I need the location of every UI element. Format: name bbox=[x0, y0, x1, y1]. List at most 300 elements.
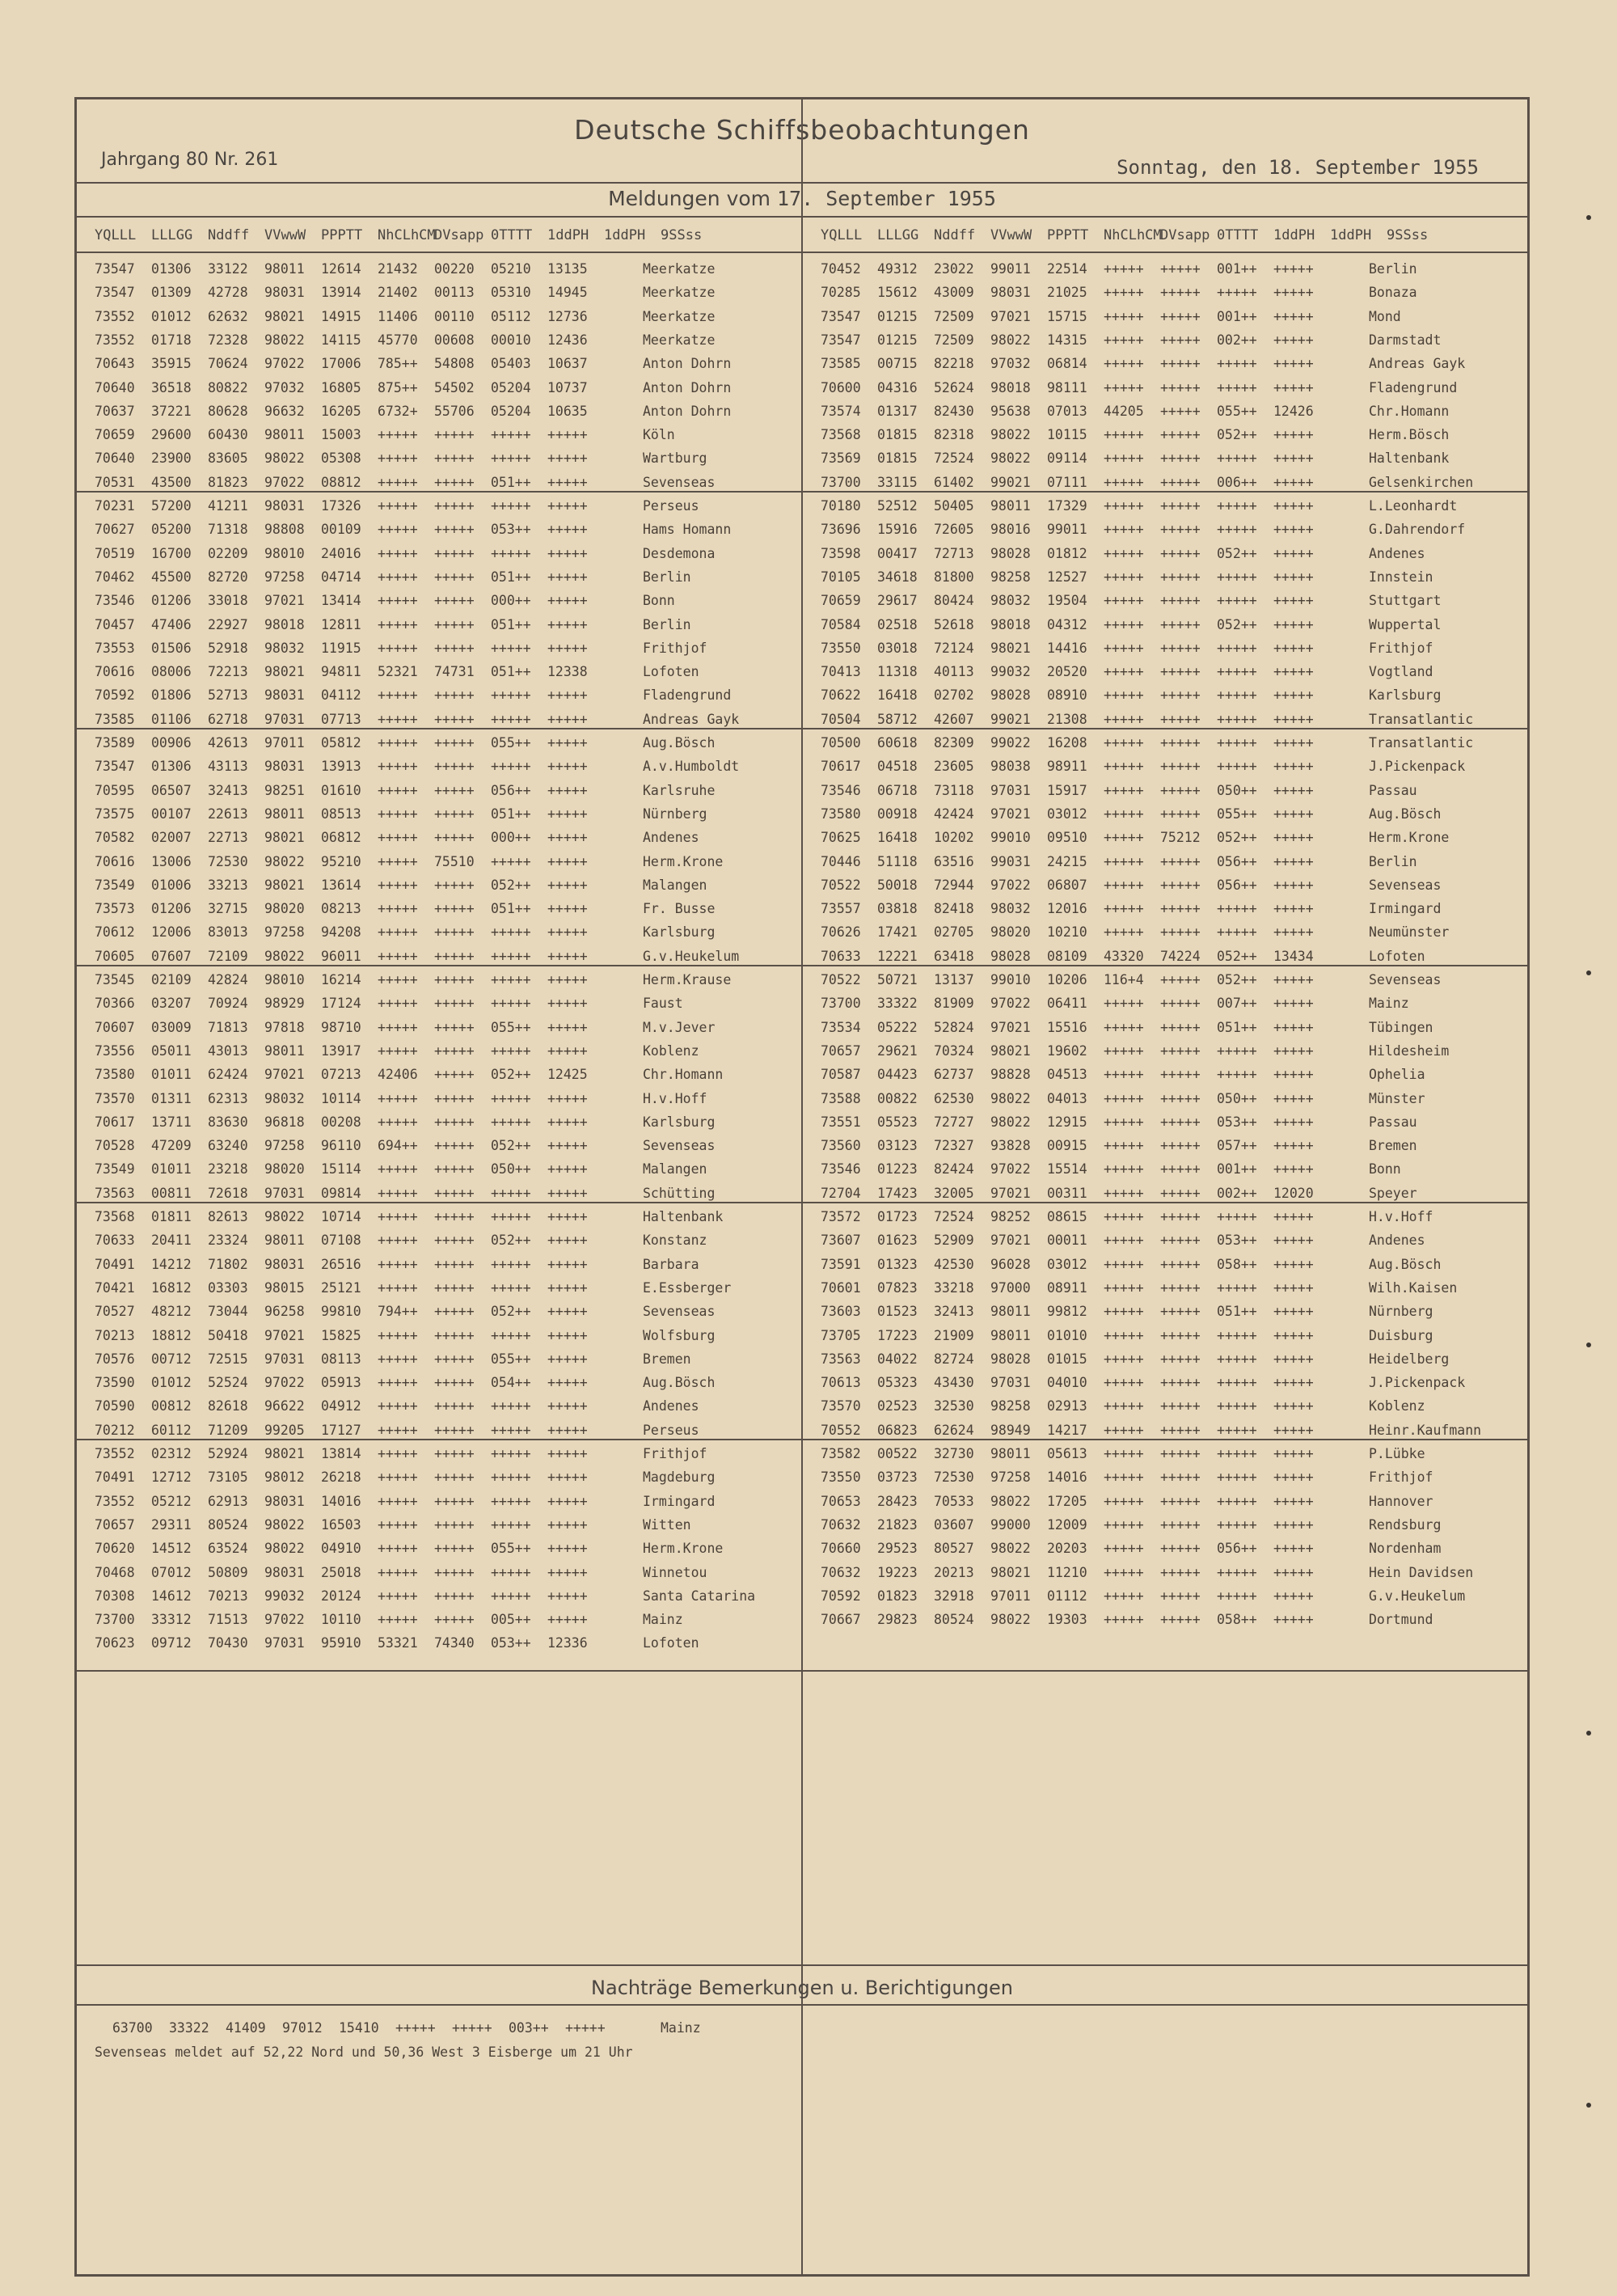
code-cell: 41211 bbox=[208, 498, 248, 514]
code-cell: 052++ bbox=[491, 1233, 531, 1249]
code-cell: 73118 bbox=[934, 782, 974, 798]
code-cell: +++++ bbox=[378, 1516, 418, 1533]
code-cell: 15003 bbox=[321, 427, 361, 443]
code-cell: +++++ bbox=[547, 569, 588, 585]
code-cell: +++++ bbox=[1104, 782, 1144, 798]
code-cell: 98031 bbox=[264, 687, 305, 704]
code-cell: 82418 bbox=[934, 901, 974, 917]
code-cell: 50405 bbox=[934, 498, 974, 514]
code-cell: 00010 bbox=[491, 332, 531, 348]
code-cell: 05403 bbox=[491, 356, 531, 372]
ship-name: Anton Dohrn bbox=[643, 379, 732, 395]
code-cell: 01811 bbox=[151, 1209, 192, 1224]
code-cell: 70633 bbox=[821, 948, 861, 964]
code-cell: 057++ bbox=[1217, 1138, 1257, 1154]
code-cell: 21909 bbox=[934, 1327, 974, 1343]
code-cell: 34618 bbox=[877, 569, 918, 585]
code-cell: +++++ bbox=[434, 996, 475, 1012]
table-row bbox=[803, 1517, 1514, 1538]
code-cell: 73553 bbox=[95, 640, 135, 656]
code-cell: 98022 bbox=[264, 853, 305, 869]
table-row bbox=[77, 498, 788, 519]
code-cell: +++++ bbox=[491, 1422, 531, 1438]
code-cell: 116+4 bbox=[1104, 972, 1144, 987]
code-cell: +++++ bbox=[434, 1067, 475, 1083]
code-cell: 052++ bbox=[491, 877, 531, 893]
code-cell: +++++ bbox=[1104, 1375, 1144, 1391]
code-cell: 08213 bbox=[321, 901, 361, 917]
ship-name: Witten bbox=[643, 1516, 691, 1533]
code-cell: 70582 bbox=[95, 830, 135, 846]
ship-name: Schütting bbox=[643, 1185, 716, 1201]
code-cell: 71318 bbox=[208, 522, 248, 538]
table-row bbox=[803, 1257, 1514, 1278]
code-cell: +++++ bbox=[1160, 427, 1201, 443]
code-cell: +++++ bbox=[1104, 687, 1144, 704]
code-cell: 50721 bbox=[877, 972, 918, 987]
code-cell: 98258 bbox=[990, 1398, 1031, 1414]
code-cell: 70531 bbox=[95, 474, 135, 490]
table-row bbox=[803, 450, 1514, 471]
code-cell: 73585 bbox=[821, 356, 861, 372]
code-cell: 01012 bbox=[151, 1375, 192, 1391]
code-cell: 051++ bbox=[491, 664, 531, 680]
code-cell: +++++ bbox=[378, 735, 418, 751]
ship-name: Bremen bbox=[643, 1351, 691, 1367]
code-cell: +++++ bbox=[1160, 853, 1201, 869]
code-cell: 12436 bbox=[547, 332, 588, 348]
table-row bbox=[803, 1541, 1514, 1562]
table-row bbox=[803, 285, 1514, 306]
code-cell: 09814 bbox=[321, 1185, 361, 1201]
code-cell: +++++ bbox=[1104, 1138, 1144, 1154]
ship-name: Sevenseas bbox=[643, 474, 716, 490]
code-cell: 051++ bbox=[1217, 1304, 1257, 1320]
code-cell: 71802 bbox=[208, 1256, 248, 1272]
code-cell: +++++ bbox=[547, 1327, 588, 1343]
code-cell: +++++ bbox=[1104, 996, 1144, 1012]
code-cell: +++++ bbox=[547, 1279, 588, 1296]
table-row bbox=[77, 1161, 788, 1182]
code-cell: 41409 bbox=[226, 2020, 266, 2036]
code-cell: 17421 bbox=[877, 924, 918, 941]
table-row bbox=[803, 1612, 1514, 1633]
ship-name: Frithjof bbox=[1369, 640, 1433, 656]
code-cell: 62913 bbox=[208, 1493, 248, 1509]
code-cell: +++++ bbox=[491, 1114, 531, 1130]
code-cell: 72944 bbox=[934, 877, 974, 893]
code-cell: 98011 bbox=[264, 427, 305, 443]
code-cell: 70623 bbox=[95, 1635, 135, 1651]
code-cell: +++++ bbox=[434, 1138, 475, 1154]
code-cell: 98808 bbox=[264, 522, 305, 538]
code-cell: +++++ bbox=[1104, 901, 1144, 917]
code-cell: 08911 bbox=[1047, 1279, 1087, 1296]
code-cell: 98021 bbox=[990, 1042, 1031, 1059]
code-cell: +++++ bbox=[378, 1612, 418, 1628]
code-cell: +++++ bbox=[1160, 1185, 1201, 1201]
code-cell: 70533 bbox=[934, 1493, 974, 1509]
ship-name: Andreas Gayk bbox=[1369, 356, 1466, 372]
code-cell: 72524 bbox=[934, 450, 974, 467]
ship-name: Perseus bbox=[643, 498, 699, 514]
code-cell: +++++ bbox=[547, 877, 588, 893]
table-row bbox=[803, 759, 1514, 780]
code-cell: 13135 bbox=[547, 261, 588, 277]
code-cell: +++++ bbox=[1217, 498, 1257, 514]
table-row bbox=[77, 261, 788, 282]
code-cell: 73700 bbox=[821, 474, 861, 490]
code-cell: 04912 bbox=[321, 1398, 361, 1414]
code-cell: +++++ bbox=[1160, 687, 1201, 704]
code-cell: 01015 bbox=[1047, 1351, 1087, 1367]
code-cell: +++++ bbox=[1217, 1209, 1257, 1224]
code-cell: +++++ bbox=[434, 735, 475, 751]
code-cell: 70632 bbox=[821, 1564, 861, 1580]
code-cell: 99011 bbox=[1047, 522, 1087, 538]
code-cell: 000++ bbox=[491, 830, 531, 846]
code-cell: +++++ bbox=[1217, 1446, 1257, 1461]
code-cell: +++++ bbox=[434, 782, 475, 798]
code-cell: 03207 bbox=[151, 996, 192, 1012]
table-row bbox=[803, 830, 1514, 851]
code-cell: +++++ bbox=[1160, 1516, 1201, 1533]
code-cell: 04423 bbox=[877, 1067, 918, 1083]
code-cell: +++++ bbox=[491, 759, 531, 775]
code-cell: 04022 bbox=[877, 1351, 918, 1367]
code-cell: 19504 bbox=[1047, 593, 1087, 609]
table-row bbox=[77, 830, 788, 851]
publication-date: Sonntag, den 18. September 1955 bbox=[1117, 156, 1479, 179]
code-cell: 73589 bbox=[95, 735, 135, 751]
code-cell: 32530 bbox=[934, 1398, 974, 1414]
code-cell: 055++ bbox=[491, 1019, 531, 1035]
table-row bbox=[77, 664, 788, 685]
code-cell: +++++ bbox=[1160, 711, 1201, 727]
code-cell: 70500 bbox=[821, 735, 861, 751]
code-cell: 007++ bbox=[1217, 996, 1257, 1012]
table-row bbox=[77, 806, 788, 827]
code-cell: 73534 bbox=[821, 1019, 861, 1035]
code-cell: 73546 bbox=[821, 1161, 861, 1178]
code-cell: 06507 bbox=[151, 782, 192, 798]
code-cell: 98038 bbox=[990, 759, 1031, 775]
code-cell: 71513 bbox=[208, 1612, 248, 1628]
code-cell: 00113 bbox=[434, 285, 475, 301]
code-cell: 15917 bbox=[1047, 782, 1087, 798]
code-cell: 74340 bbox=[434, 1635, 475, 1651]
table-row bbox=[803, 641, 1514, 662]
code-cell: 20124 bbox=[321, 1588, 361, 1604]
code-cell: 00715 bbox=[877, 356, 918, 372]
code-cell: +++++ bbox=[1104, 711, 1144, 727]
code-cell: 97258 bbox=[264, 569, 305, 585]
code-cell: +++++ bbox=[1273, 759, 1314, 775]
code-cell: +++++ bbox=[434, 498, 475, 514]
code-cell: 99010 bbox=[990, 972, 1031, 987]
code-cell: 97032 bbox=[264, 379, 305, 395]
column-header-left-9: 1ddPH bbox=[604, 227, 646, 243]
code-cell: +++++ bbox=[434, 1422, 475, 1438]
code-cell: 73575 bbox=[95, 806, 135, 822]
code-cell: 32413 bbox=[208, 782, 248, 798]
code-cell: 73560 bbox=[821, 1138, 861, 1154]
table-row bbox=[803, 593, 1514, 614]
code-cell: 05011 bbox=[151, 1042, 192, 1059]
code-cell: +++++ bbox=[1104, 759, 1144, 775]
code-cell: +++++ bbox=[1104, 1516, 1144, 1533]
ship-name: Herm.Bösch bbox=[1369, 427, 1450, 443]
code-cell: +++++ bbox=[434, 1516, 475, 1533]
code-cell: 97022 bbox=[264, 1375, 305, 1391]
table-row bbox=[803, 546, 1514, 567]
code-cell: 02007 bbox=[151, 830, 192, 846]
table-row bbox=[803, 1138, 1514, 1159]
code-cell: 058++ bbox=[1217, 1612, 1257, 1628]
code-cell: 05200 bbox=[151, 522, 192, 538]
code-cell: 055++ bbox=[491, 1351, 531, 1367]
code-cell: +++++ bbox=[1160, 1351, 1201, 1367]
code-cell: 10206 bbox=[1047, 972, 1087, 987]
code-cell: +++++ bbox=[1273, 782, 1314, 798]
code-cell: 01309 bbox=[151, 285, 192, 301]
ship-name: Rendsburg bbox=[1369, 1516, 1442, 1533]
code-cell: 33018 bbox=[208, 593, 248, 609]
code-cell: 80524 bbox=[208, 1516, 248, 1533]
code-cell: +++++ bbox=[547, 735, 588, 751]
code-cell: 16214 bbox=[321, 972, 361, 987]
code-cell: 001++ bbox=[1217, 308, 1257, 324]
table-row bbox=[77, 1280, 788, 1301]
code-cell: +++++ bbox=[1273, 356, 1314, 372]
code-cell: +++++ bbox=[378, 1233, 418, 1249]
code-cell: +++++ bbox=[378, 1469, 418, 1486]
ship-name: Sevenseas bbox=[643, 1138, 716, 1154]
code-cell: 02518 bbox=[877, 616, 918, 632]
group-divider bbox=[77, 728, 1527, 729]
code-cell: 70653 bbox=[821, 1493, 861, 1509]
code-cell: 12915 bbox=[1047, 1114, 1087, 1130]
code-cell: 36518 bbox=[151, 379, 192, 395]
code-cell: 056++ bbox=[1217, 853, 1257, 869]
code-cell: 15514 bbox=[1047, 1161, 1087, 1178]
code-cell: +++++ bbox=[491, 640, 531, 656]
code-cell: 875++ bbox=[378, 379, 418, 395]
code-cell: 70324 bbox=[934, 1042, 974, 1059]
table-row bbox=[803, 1494, 1514, 1515]
table-row bbox=[803, 664, 1514, 685]
code-cell: 47406 bbox=[151, 616, 192, 632]
code-cell: 97818 bbox=[264, 1019, 305, 1035]
code-cell: +++++ bbox=[1160, 1279, 1201, 1296]
table-row bbox=[77, 1114, 788, 1135]
code-cell: 82309 bbox=[934, 735, 974, 751]
code-cell: +++++ bbox=[1104, 1588, 1144, 1604]
code-cell: +++++ bbox=[1160, 1446, 1201, 1461]
code-cell: +++++ bbox=[547, 924, 588, 941]
code-cell: +++++ bbox=[1273, 1256, 1314, 1272]
ship-name: Nürnberg bbox=[1369, 1304, 1433, 1320]
code-cell: 03607 bbox=[934, 1516, 974, 1533]
code-cell: 62624 bbox=[934, 1422, 974, 1438]
code-cell: +++++ bbox=[1273, 996, 1314, 1012]
code-cell: 05323 bbox=[877, 1375, 918, 1391]
code-cell: +++++ bbox=[378, 427, 418, 443]
code-cell: 99031 bbox=[990, 853, 1031, 869]
code-cell: +++++ bbox=[547, 1375, 588, 1391]
code-cell: +++++ bbox=[1217, 1516, 1257, 1533]
ship-name: Irmingard bbox=[643, 1493, 716, 1509]
code-cell: 04013 bbox=[1047, 1090, 1087, 1106]
ship-name: Haltenbank bbox=[643, 1209, 724, 1224]
code-cell: 97031 bbox=[990, 1375, 1031, 1391]
ship-name: Sevenseas bbox=[1369, 877, 1442, 893]
code-cell: 73582 bbox=[821, 1446, 861, 1461]
code-cell: +++++ bbox=[1273, 972, 1314, 987]
code-cell: +++++ bbox=[547, 996, 588, 1012]
code-cell: +++++ bbox=[1104, 877, 1144, 893]
code-cell: +++++ bbox=[547, 948, 588, 964]
code-cell: 73574 bbox=[821, 403, 861, 419]
ship-name: Koblenz bbox=[1369, 1398, 1425, 1414]
code-cell: +++++ bbox=[378, 1493, 418, 1509]
code-cell: 00811 bbox=[151, 1185, 192, 1201]
code-cell: 70522 bbox=[821, 877, 861, 893]
code-cell: 73580 bbox=[95, 1067, 135, 1083]
code-cell: 051++ bbox=[491, 569, 531, 585]
code-cell: +++++ bbox=[547, 1256, 588, 1272]
code-cell: 17006 bbox=[321, 356, 361, 372]
ship-name: Sevenseas bbox=[643, 1304, 716, 1320]
code-cell: 72328 bbox=[208, 332, 248, 348]
code-cell: 72109 bbox=[208, 948, 248, 964]
code-cell: 98251 bbox=[264, 782, 305, 798]
code-cell: 051++ bbox=[491, 901, 531, 917]
code-cell: 42824 bbox=[208, 972, 248, 987]
group-divider bbox=[77, 1670, 1527, 1672]
code-cell: 73549 bbox=[95, 877, 135, 893]
code-cell: 26516 bbox=[321, 1256, 361, 1272]
code-cell: 22613 bbox=[208, 806, 248, 822]
code-cell: +++++ bbox=[1104, 830, 1144, 846]
table-row bbox=[77, 1565, 788, 1586]
code-cell: 054++ bbox=[491, 1375, 531, 1391]
code-cell: 00011 bbox=[1047, 1233, 1087, 1249]
code-cell: 02913 bbox=[1047, 1398, 1087, 1414]
code-cell: +++++ bbox=[491, 1042, 531, 1059]
code-cell: 25018 bbox=[321, 1564, 361, 1580]
code-cell: 12338 bbox=[547, 664, 588, 680]
code-cell: 98031 bbox=[264, 1564, 305, 1580]
code-cell: 00311 bbox=[1047, 1185, 1087, 1201]
code-cell: +++++ bbox=[1273, 664, 1314, 680]
code-cell: 11406 bbox=[378, 308, 418, 324]
code-cell: 54502 bbox=[434, 379, 475, 395]
code-cell: 98022 bbox=[264, 450, 305, 467]
code-cell: +++++ bbox=[547, 830, 588, 846]
code-cell: 70640 bbox=[95, 379, 135, 395]
table-row bbox=[803, 901, 1514, 922]
code-cell: 01623 bbox=[877, 1233, 918, 1249]
code-cell: +++++ bbox=[434, 1161, 475, 1178]
code-cell: 73696 bbox=[821, 522, 861, 538]
code-cell: +++++ bbox=[491, 1256, 531, 1272]
code-cell: 63524 bbox=[208, 1541, 248, 1557]
code-cell: 98010 bbox=[264, 972, 305, 987]
code-cell: 57200 bbox=[151, 498, 192, 514]
code-cell: 70627 bbox=[95, 522, 135, 538]
ship-name: G.v.Heukelum bbox=[643, 948, 740, 964]
code-cell: +++++ bbox=[1273, 924, 1314, 941]
code-cell: 01215 bbox=[877, 332, 918, 348]
code-cell: 055++ bbox=[1217, 403, 1257, 419]
code-cell: 01506 bbox=[151, 640, 192, 656]
code-cell: +++++ bbox=[434, 1612, 475, 1628]
code-cell: 98018 bbox=[990, 616, 1031, 632]
code-cell: 00712 bbox=[151, 1351, 192, 1367]
divider bbox=[77, 1964, 1527, 1966]
code-cell: 97031 bbox=[264, 1185, 305, 1201]
table-row bbox=[77, 996, 788, 1017]
ship-name: Aug.Bösch bbox=[643, 735, 716, 751]
code-cell: 04112 bbox=[321, 687, 361, 704]
code-cell: 98022 bbox=[264, 1516, 305, 1533]
code-cell: +++++ bbox=[1273, 806, 1314, 822]
ship-name: Darmstadt bbox=[1369, 332, 1442, 348]
code-cell: +++++ bbox=[434, 640, 475, 656]
code-cell: +++++ bbox=[1217, 1375, 1257, 1391]
code-cell: 53321 bbox=[378, 1635, 418, 1651]
column-header-left-10: 9SSss bbox=[661, 227, 703, 243]
code-cell: +++++ bbox=[547, 427, 588, 443]
code-cell: 98252 bbox=[990, 1209, 1031, 1224]
code-cell: 73551 bbox=[821, 1114, 861, 1130]
group-divider bbox=[77, 965, 1527, 966]
code-cell: 03012 bbox=[1047, 806, 1087, 822]
code-cell: +++++ bbox=[1273, 498, 1314, 514]
code-cell: 98929 bbox=[264, 996, 305, 1012]
code-cell: 10737 bbox=[547, 379, 588, 395]
code-cell: 05210 bbox=[491, 261, 531, 277]
table-row bbox=[803, 569, 1514, 590]
code-cell: 42728 bbox=[208, 285, 248, 301]
code-cell: 70452 bbox=[821, 261, 861, 277]
code-cell: 07111 bbox=[1047, 474, 1087, 490]
code-cell: 03123 bbox=[877, 1138, 918, 1154]
code-cell: 52512 bbox=[877, 498, 918, 514]
code-cell: +++++ bbox=[1104, 285, 1144, 301]
code-cell: +++++ bbox=[378, 711, 418, 727]
code-cell: 73556 bbox=[95, 1042, 135, 1059]
code-cell: 70366 bbox=[95, 996, 135, 1012]
code-cell: +++++ bbox=[1160, 1541, 1201, 1557]
ship-name: G.Dahrendorf bbox=[1369, 522, 1466, 538]
code-cell: 16812 bbox=[151, 1279, 192, 1296]
code-cell: +++++ bbox=[1160, 972, 1201, 987]
ship-name: P.Lübke bbox=[1369, 1446, 1425, 1461]
code-cell: +++++ bbox=[434, 1588, 475, 1604]
code-cell: +++++ bbox=[378, 830, 418, 846]
code-cell: 21025 bbox=[1047, 285, 1087, 301]
code-cell: 13814 bbox=[321, 1446, 361, 1461]
code-cell: 17127 bbox=[321, 1422, 361, 1438]
code-cell: +++++ bbox=[1273, 616, 1314, 632]
code-cell: +++++ bbox=[434, 1446, 475, 1461]
code-cell: 82218 bbox=[934, 356, 974, 372]
code-cell: 98011 bbox=[990, 1327, 1031, 1343]
code-cell: +++++ bbox=[1160, 1493, 1201, 1509]
table-row bbox=[77, 522, 788, 543]
